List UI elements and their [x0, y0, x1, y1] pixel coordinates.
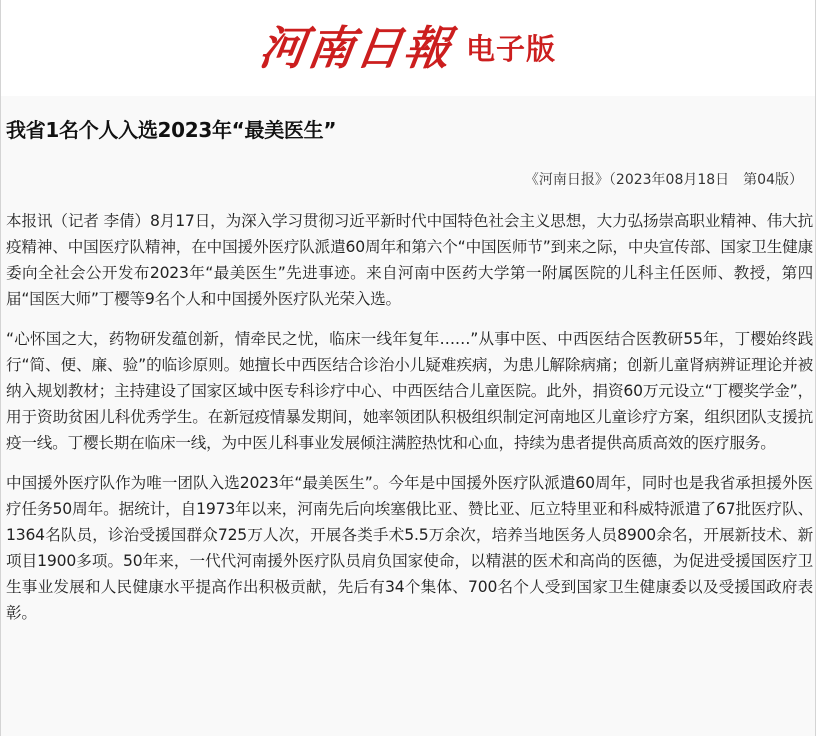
article	[1, 96, 815, 626]
electronic-edition-label[interactable]: 电子版	[465, 31, 556, 66]
article-paragraph: 本报讯（记者 李倩）8月17日，为深入学习贯彻习近平新时代中国特色社会主义思想，大力弘扬崇高职业精神、伟大抗疫精神、中国医疗队精神，在中国援外医疗队派遣60周年和第六个“中国医师节”到来之际，中央宣传部、国家卫生健康委向全社会公开发布2023年“最美医生”先进事迹。来自河南中医药大学第一附属医院的儿科主任医师、教授，第四届“国医大师”丁樱等9名个人和中国援外医疗队光荣入选。	[6, 212, 813, 308]
article-paragraph: 中国援外医疗队作为唯一团队入选2023年“最美医生”。今年是中国援外医疗队派遣60周年，同时也是我省承担援外医疗任务50周年。据统计，自1973年以来，河南先后向埃塞俄比亚、赞比亚、厄立特里亚和科威特派遣了67批医疗队、1364名队员，诊治受援国群众725万人次，开展各类手术5.5万余次，培养当地医务人员8900余名，开展新技术、新项目1900多项。50年来，一代代河南援外医疗队员肩负国家使命，以精湛的医术和高尚的医德，为促进受援国医疗卫生事业发展和人民健康水平提高作出积极贡献，先后有34个集体、700名个人受到国家卫生健康委以及受援国政府表彰。	[6, 474, 813, 622]
article-title: 我省1名个人入选2023年“最美医生”	[6, 118, 337, 142]
article-paragraph: “心怀国之大，药物研发蕴创新，情牵民之忧，临床一线年复年……”从事中医、中西医结合医教研55年，丁樱始终践行“简、便、廉、验”的临诊原则。她擅长中西医结合诊治小儿疑难疾病，为患儿解除病痛；创新儿童肾病辨证理论并被纳入规划教材；主持建设了国家区域中医专科诊疗中心、中西医结合儿童医院。此外，捐资60万元设立“丁樱奖学金”，用于资助贫困儿科优秀学生。在新冠疫情暴发期间，她率领团队积极组织制定河南地区儿童诊疗方案，组织团队支援抗疫一线。丁樱长期在临床一线，为中医儿科事业发展倾注满腔热忱和心血，持续为患者提供高质高效的医疗服务。	[6, 330, 813, 452]
masthead	[1, 0, 815, 96]
article-source: 《河南日报》（2023年08月18日 第04版）	[524, 172, 803, 188]
henan-daily-logo[interactable]: 河南日報	[256, 21, 456, 75]
